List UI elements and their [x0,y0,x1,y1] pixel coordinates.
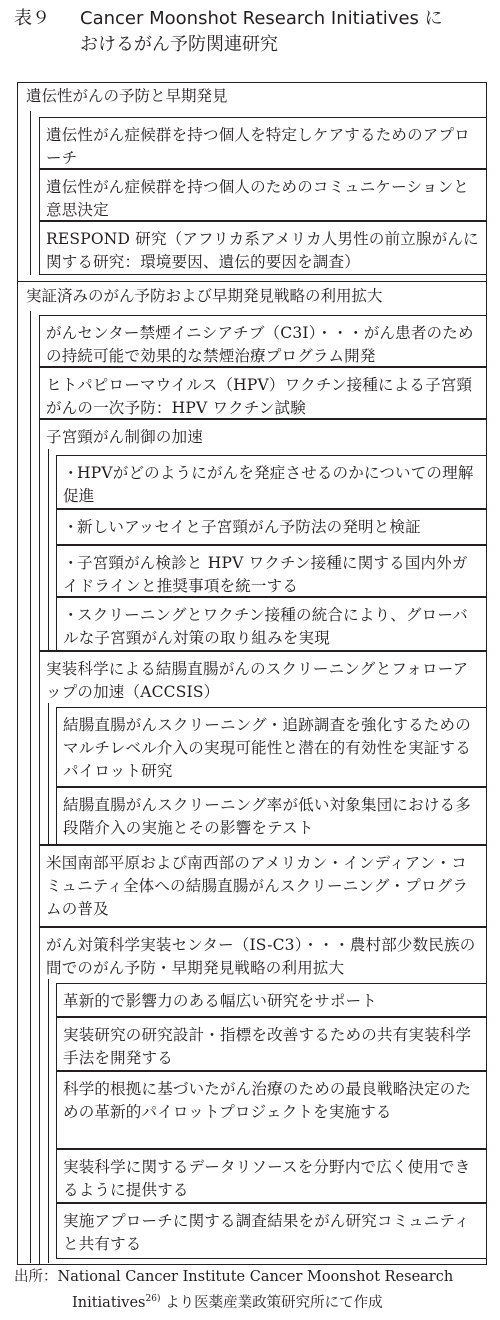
indent-line [48,979,49,1263]
bullet-item: ・スクリーニングとワクチン接種の統合により、グローバルな子宮頸がん対策の取り組みを実現 [56,597,487,651]
reference-marker: 26) [145,1294,161,1304]
isc3-heading: がん対策科学実装センター（IS-C3）・・・農村部少数民族の間でのがん予防・早期発見戦略の利用拡大 [46,936,476,977]
source-line1: National Cancer Institute Cancer Moonshot Research [57,1269,454,1285]
table-title-line2: おけるがん予防関連研究 [80,34,278,55]
list-item: 科学的根拠に基づいたがん治療のための最良戦略決定のための革新的パイロットプロジェクトを実施する [56,1071,487,1149]
bullet-item: ・新しいアッセイと子宮頸がん予防法の発明と検証 [56,509,487,545]
bullet-item: ・HPVがどのようにがんを発症させるのかについての理解促進 [56,455,487,509]
cervical-control-heading: 子宮頸がん制御の加速 [46,428,204,446]
source-line2: Initiatives$^{26)}$ より医薬産業政策研究所にて作成 [72,1294,383,1311]
section-heading-proven-strategies: 実証済みのがん予防および早期発見戦略の利用拡大 [26,287,383,305]
accsis-heading: 実装科学による結腸直腸がんのスクリーニングとフォローアップの加速（ACCSIS） [46,660,469,701]
table-number: 表９ [14,8,50,29]
list-item: 革新的で影響力のある幅広い研究をサポート [56,983,487,1017]
indent-line [48,449,49,651]
table-title-line1: Cancer Moonshot Research Initiatives に [80,8,443,29]
list-item: 実装科学に関するデータリソースを分野内で広く使用できるように提供する [56,1149,487,1203]
list-item: 米国南部平原および南西部のアメリカン・インディアン・コミュニティ全体への結腸直腸がんスクリーニング・プログラムの普及 [39,845,487,927]
list-item: 実施アプローチに関する調査結果をがん研究コミュニティと共有する [56,1203,487,1259]
section-heading-hereditary: 遺伝性がんの予防と早期発見 [26,87,228,105]
indent-line [48,703,49,845]
section-divider [18,281,487,282]
list-item: 遺伝性がん症候群を持つ個人を特定しケアするためのアプローチ [39,117,487,169]
list-item: ヒトパピローマウイルス（HPV）ワクチン接種による子宮頸がんの一次予防：HPV ワクチン試験 [39,367,487,419]
indent-line [30,311,31,1263]
list-item: がんセンター禁煙イニシアチブ（C3I）・・・がん患者のための持続可能で効果的な禁煙治療プログラム開発 [39,315,487,367]
list-item: 結腸直腸がんスクリーニング率が低い対象集団における多段階介入の実施とその影響をテスト [56,787,487,845]
table-title [14,6,494,58]
source-label: 出所： [14,1269,58,1285]
list-item: 実装研究の研究設計・指標を改善するための共有実装科学手法を開発する [56,1017,487,1071]
indent-line [30,111,31,275]
bullet-item: ・子宮頸がん検診と HPV ワクチン接種に関する国内外ガイドラインと推奨事項を統一する [56,545,487,597]
source-note [14,1266,494,1314]
research-table [17,82,487,1265]
list-item: 遺伝性がん症候群を持つ個人のためのコミュニケーションと意思決定 [39,169,487,221]
list-item: 結腸直腸がんスクリーニング・追跡調査を強化するためのマルチレベル介入の実現可能性と潜在的有効性を実証するパイロット研究 [56,707,487,787]
list-item: RESPOND 研究（アフリカ系アメリカ人男性の前立腺がんに関する研究：環境要因、遺伝的要因を調査） [39,221,487,275]
